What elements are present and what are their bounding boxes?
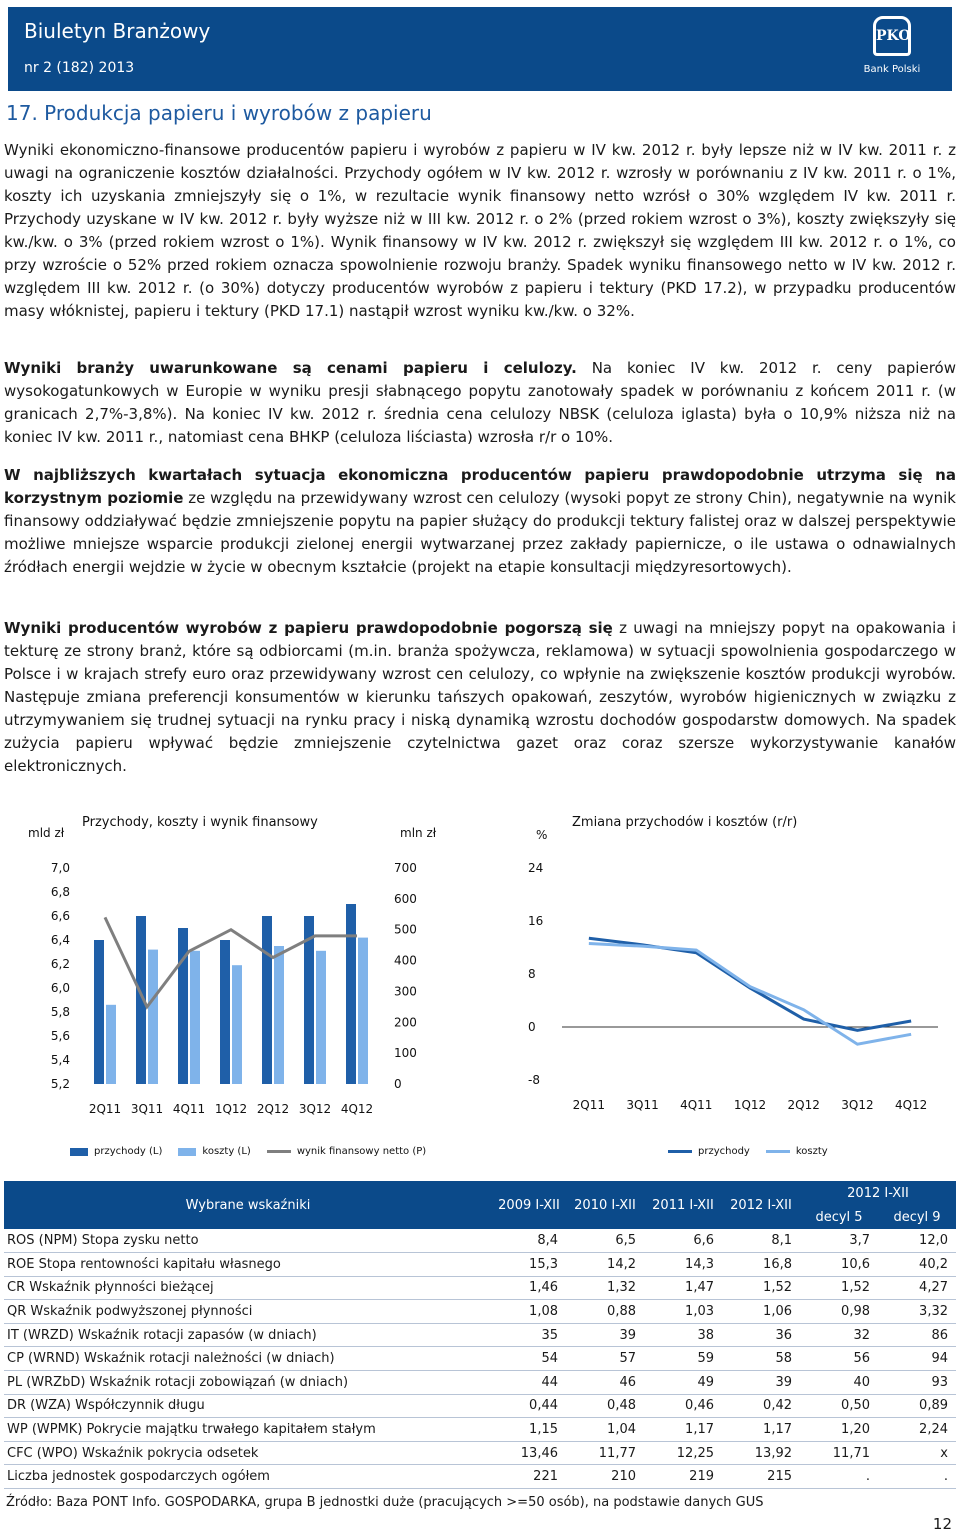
indicators-table <box>4 1181 956 1489</box>
bar-koszty <box>106 1005 116 1084</box>
chart2-category-label: 4Q11 <box>680 1098 713 1112</box>
row-value: 12,0 <box>878 1229 956 1253</box>
row-label: Liczba jednostek gospodarczych ogółem <box>4 1465 492 1489</box>
paragraph-3-lead: W najbliższych kwartałach sytuacja ekonomiczna producentów papieru prawdopodobnie utrzyma się na korzystnym poziomie <box>4 466 956 507</box>
paragraph-4-body: z uwagi na mniejszy popyt na opakowania i tekturę ze strony branż, które są odbiorcami (m.in. branża spożywcza, reklamowa) w sytuacji spowolnienia gospodarczego w Polsce i w krajach strefy euro oraz przewidywany wzrost cen celulozy, co wpłynie na zwiększenie kosztów produkcji wyrobów. Następuje zmiana preferencji konsumentów w kierunku tańszych opakowań, zeszytów, wyrobów higienicznych w związku z utrzymywaniem się trudnej sytuacji na rynku pracy i niską dynamiką wzrostu dochodów gospodarstw domowych. Na spadek zużycia papieru wpływać będzie zmniejszenie czytelnictwa gazet oraz coraz szersze wykorzystywanie kanałów elektronicznych. <box>4 619 956 775</box>
chart2-category-label: 2Q12 <box>787 1098 820 1112</box>
row-value: 36 <box>722 1323 800 1347</box>
chart1-left-tick: 5,6 <box>50 1029 70 1043</box>
header-band <box>8 7 952 91</box>
chart1-left-tick: 6,0 <box>50 981 70 995</box>
row-label: CR Wskaźnik płynności bieżącej <box>4 1276 492 1300</box>
chart1-svg <box>0 840 470 1130</box>
chart1-category-label: 4Q12 <box>340 1102 374 1116</box>
table-row <box>4 1371 956 1395</box>
paragraph-4 <box>4 617 956 778</box>
row-value: 0,89 <box>878 1394 956 1418</box>
bar-przychody <box>220 940 230 1084</box>
row-value: 1,52 <box>722 1276 800 1300</box>
table-row <box>4 1300 956 1324</box>
row-value: 3,32 <box>878 1300 956 1324</box>
bar-przychody <box>262 916 272 1084</box>
bar-przychody <box>94 940 104 1084</box>
col-group-2012: 2012 I-XII <box>800 1181 956 1205</box>
logo-mark: PKO <box>873 16 911 56</box>
row-value: 10,6 <box>800 1253 878 1277</box>
chart1-right-tick: 200 <box>394 1015 417 1030</box>
chart2-category-label: 4Q12 <box>894 1098 928 1112</box>
table-row <box>4 1276 956 1300</box>
table-body <box>4 1229 956 1489</box>
table-row <box>4 1253 956 1277</box>
row-value: 0,44 <box>492 1394 566 1418</box>
chart1-category-label: 1Q12 <box>214 1102 248 1116</box>
legend-label-przychody: przychody (L) <box>94 1146 163 1157</box>
table-row <box>4 1465 956 1489</box>
row-value: 54 <box>492 1347 566 1371</box>
table-row <box>4 1418 956 1442</box>
row-value: 12,25 <box>644 1441 722 1465</box>
legend-line-wynik <box>267 1150 291 1153</box>
chart1-category-label: 2Q11 <box>88 1102 122 1116</box>
source-note: Źródło: Baza PONT Info. GOSPODARKA, grupa B jednostki duże (pracujących >=50 osób), na podstawie danych GUS <box>6 1495 764 1510</box>
row-value: 1,52 <box>800 1276 878 1300</box>
bar-koszty <box>274 946 284 1084</box>
row-value: 15,3 <box>492 1253 566 1277</box>
row-value: 11,71 <box>800 1441 878 1465</box>
row-value: 3,7 <box>800 1229 878 1253</box>
chart2-category-label: 1Q12 <box>733 1098 767 1112</box>
row-value: 1,46 <box>492 1276 566 1300</box>
chart1-right-tick: 300 <box>394 984 417 999</box>
row-value: 58 <box>722 1347 800 1371</box>
row-value: 1,03 <box>644 1300 722 1324</box>
bar-przychody <box>346 904 356 1084</box>
paragraph-3 <box>4 464 956 579</box>
bar-koszty <box>232 965 242 1084</box>
row-value: 1,06 <box>722 1300 800 1324</box>
table-header-label: Wybrane wskaźniki <box>4 1181 492 1229</box>
row-value: 14,2 <box>566 1253 644 1277</box>
logo-text: Bank Polski <box>863 64 921 75</box>
chart1-right-tick: 700 <box>394 861 417 875</box>
row-value: 56 <box>800 1347 878 1371</box>
chart1-title: Przychody, koszty i wynik finansowy <box>82 815 318 830</box>
bulletin-title: Biuletyn Branżowy <box>24 19 211 43</box>
row-value: 49 <box>644 1371 722 1395</box>
legend-label-wynik: wynik finansowy netto (P) <box>296 1146 427 1157</box>
col-2009: 2009 I-XII <box>492 1181 566 1229</box>
chart2-y-tick: -8 <box>528 1073 540 1087</box>
chart2-svg <box>490 840 950 1130</box>
row-value: 0,50 <box>800 1394 878 1418</box>
row-value: 221 <box>492 1465 566 1489</box>
row-value: 16,8 <box>722 1253 800 1277</box>
row-value: 13,92 <box>722 1441 800 1465</box>
row-value: 39 <box>566 1323 644 1347</box>
row-value: 35 <box>492 1323 566 1347</box>
row-label: QR Wskaźnik podwyższonej płynności <box>4 1300 492 1324</box>
row-value: 210 <box>566 1465 644 1489</box>
bar-koszty <box>190 951 200 1084</box>
col-decyl9: decyl 9 <box>878 1205 956 1229</box>
row-value: 8,1 <box>722 1229 800 1253</box>
row-value: 1,20 <box>800 1418 878 1442</box>
row-value: 6,6 <box>644 1229 722 1253</box>
row-value: 8,4 <box>492 1229 566 1253</box>
row-value: 2,24 <box>878 1418 956 1442</box>
row-value: 14,3 <box>644 1253 722 1277</box>
chart2-category-label: 3Q11 <box>626 1098 659 1112</box>
row-value: 0,46 <box>644 1394 722 1418</box>
row-value: 39 <box>722 1371 800 1395</box>
chart1-right-unit: mln zł <box>400 826 437 840</box>
chart2-y-tick: 16 <box>528 914 544 928</box>
chart1-left-tick: 6,4 <box>50 933 70 947</box>
chart1-right-tick: 600 <box>394 891 417 906</box>
legend-swatch-przychody <box>70 1148 88 1156</box>
chart1-category-label: 3Q12 <box>298 1102 332 1116</box>
table-row <box>4 1347 956 1371</box>
row-value: 57 <box>566 1347 644 1371</box>
row-value: 32 <box>800 1323 878 1347</box>
row-value: 0,48 <box>566 1394 644 1418</box>
paragraph-2 <box>4 357 956 449</box>
row-value: 1,08 <box>492 1300 566 1324</box>
legend2-label-przychody: przychody <box>698 1146 750 1157</box>
chart1-left-unit: mld zł <box>28 826 65 840</box>
chart1-legend <box>70 1146 426 1157</box>
table-row <box>4 1229 956 1253</box>
legend-swatch-koszty <box>178 1148 196 1156</box>
row-value: 0,88 <box>566 1300 644 1324</box>
row-value: 0,98 <box>800 1300 878 1324</box>
paragraph-4-lead: Wyniki producentów wyrobów z papieru prawdopodobnie pogorszą się <box>4 619 613 637</box>
row-label: PL (WRZbD) Wskaźnik rotacji zobowiązań (w dniach) <box>4 1371 492 1395</box>
bar-koszty <box>316 951 326 1084</box>
row-value: 1,47 <box>644 1276 722 1300</box>
chart1-left-tick: 5,8 <box>50 1005 70 1019</box>
paragraph-2-lead: Wyniki branży uwarunkowane są cenami papieru i celulozy. <box>4 359 577 377</box>
bar-przychody <box>178 928 188 1084</box>
table-row <box>4 1394 956 1418</box>
chart1-left-tick: 6,2 <box>50 957 70 971</box>
row-value: 1,17 <box>644 1418 722 1442</box>
table-row <box>4 1441 956 1465</box>
chart1-left-tick: 6,6 <box>50 909 70 923</box>
chart2-y-tick: 0 <box>528 1020 536 1034</box>
chart1-category-label: 3Q11 <box>130 1102 164 1116</box>
paragraph-2-body: Na koniec IV kw. 2012 r. ceny papierów wysokogatunkowych w Europie w wyniku presji słabnącego popytu zanotowały spadek w porównaniu z końcem 2011 r. (w granicach 2,7%-3,8%). Na koniec IV kw. 2012 r. średnia cena celulozy NBSK (celuloza iglasta) była o 10,9% niższa niż na koniec IV kw. 2011 r., natomiast cena BHKP (celuloza liściasta) wzrosła r/r o 10%. <box>4 359 956 446</box>
table-row <box>4 1323 956 1347</box>
chart2-y-tick: 24 <box>528 861 544 875</box>
row-label: ROS (NPM) Stopa zysku netto <box>4 1229 492 1253</box>
chart1-category-label: 4Q11 <box>172 1102 206 1116</box>
chart1-right-tick: 400 <box>394 953 417 968</box>
paragraph-3-body: ze względu na przewidywany wzrost cen celulozy (wysoki popyt ze strony Chin), negatywnie na wynik finansowy oddziaływać będzie zmniejszenie popytu na papier służący do produkcji tektury falistej oraz w dalszej perspektywie możliwe mniejsze wsparcie produkcji zielonej energii wytwarzanej przez zakłady papiernicze, o ile ustawa o odnawialnych źródłach energii wejdzie w życie w obecnym kształcie (projekt na etapie konsultacji międzyresortowych). <box>4 489 956 576</box>
row-value: 44 <box>492 1371 566 1395</box>
chart1-left-tick: 5,2 <box>50 1077 70 1091</box>
chart1-category-label: 2Q12 <box>256 1102 290 1116</box>
row-value: 4,27 <box>878 1276 956 1300</box>
row-value: 13,46 <box>492 1441 566 1465</box>
legend-line-koszty <box>766 1150 790 1153</box>
legend-label-koszty: koszty (L) <box>202 1146 251 1157</box>
row-value: 6,5 <box>566 1229 644 1253</box>
bank-logo <box>858 16 926 86</box>
row-value: 59 <box>644 1347 722 1371</box>
row-value: 1,17 <box>722 1418 800 1442</box>
chart1-left-tick: 5,4 <box>50 1053 70 1067</box>
bulletin-issue: nr 2 (182) 2013 <box>24 60 135 76</box>
row-value: 94 <box>878 1347 956 1371</box>
bar-koszty <box>358 938 368 1084</box>
chart2-category-label: 3Q12 <box>841 1098 874 1112</box>
row-value: 219 <box>644 1465 722 1489</box>
col-2012: 2012 I-XII <box>722 1181 800 1229</box>
line-przychody <box>589 938 911 1030</box>
section-title: 17. Produkcja papieru i wyrobów z papieru <box>6 101 432 125</box>
chart2-y-tick: 8 <box>528 967 536 981</box>
row-label: WP (WPMK) Pokrycie majątku trwałego kapitałem stałym <box>4 1418 492 1442</box>
row-value: 86 <box>878 1323 956 1347</box>
chart1-left-tick: 6,8 <box>50 885 70 899</box>
bar-koszty <box>148 950 158 1084</box>
legend2-label-koszty: koszty <box>795 1146 828 1157</box>
chart1-left-tick: 7,0 <box>50 861 70 875</box>
chart2-unit: % <box>536 828 548 842</box>
row-label: DR (WZA) Współczynnik długu <box>4 1394 492 1418</box>
chart2-category-label: 2Q11 <box>572 1098 606 1112</box>
row-label: CFC (WPO) Wskaźnik pokrycia odsetek <box>4 1441 492 1465</box>
row-value: 46 <box>566 1371 644 1395</box>
row-value: 40,2 <box>878 1253 956 1277</box>
row-value: 215 <box>722 1465 800 1489</box>
row-value: . <box>878 1465 956 1489</box>
row-value: x <box>878 1441 956 1465</box>
legend-line-przychody <box>668 1150 692 1153</box>
row-label: ROE Stopa rentowności kapitału własnego <box>4 1253 492 1277</box>
row-value: 11,77 <box>566 1441 644 1465</box>
page-number: 12 <box>932 1515 952 1533</box>
row-value: 40 <box>800 1371 878 1395</box>
row-value: 1,15 <box>492 1418 566 1442</box>
chart2-legend <box>668 1146 828 1157</box>
row-label: CP (WRND) Wskaźnik rotacji należności (w dniach) <box>4 1347 492 1371</box>
row-value: . <box>800 1465 878 1489</box>
row-value: 93 <box>878 1371 956 1395</box>
chart1-right-tick: 100 <box>394 1046 417 1061</box>
col-decyl5: decyl 5 <box>800 1205 878 1229</box>
row-value: 0,42 <box>722 1394 800 1418</box>
col-2011: 2011 I-XII <box>644 1181 722 1229</box>
row-value: 1,32 <box>566 1276 644 1300</box>
chart2-title: Zmiana przychodów i kosztów (r/r) <box>572 815 798 830</box>
row-value: 38 <box>644 1323 722 1347</box>
paragraph-1: Wyniki ekonomiczno-finansowe producentów papieru i wyrobów z papieru w IV kw. 2012 r. były lepsze niż w IV kw. 2011 r. z uwagi na ograniczenie kosztów działalności. Przychody ogółem w IV kw. 2012 r. wzrosły w porównaniu z IV kw. 2011 r. o 1%, koszty ich uzyskania zmniejszyły się o 1%, w rezultacie wynik finansowy netto wzrósł o 30% względem IV kw. 2011 r. Przychody uzyskane w IV kw. 2012 r. były wyższe niż w III kw. 2012 r. o 2% (przed rokiem wzrost o 3%), koszty zwiększyły się kw./kw. o 3% (przed rokiem wzrost o 1%). Wynik finansowy w IV kw. 2012 r. zwiększył się względem III kw. 2012 r. o 1%, co przy wzroście o 52% przed rokiem oznacza spowolnienie rozwoju branży. Spadek wyniku finansowego netto w IV kw. 2012 r. względem III kw. 2012 r. (o 30%) dotyczy producentów wyrobów z papieru i tektury (PKD 17.2), w przypadku producentów masy włóknistej, papieru i tektury (PKD 17.1) nastąpił wzrost wyniku kw./kw. o 32%. <box>4 141 956 320</box>
chart1-right-tick: 500 <box>394 922 417 937</box>
col-2010: 2010 I-XII <box>566 1181 644 1229</box>
row-label: IT (WRZD) Wskaźnik rotacji zapasów (w dniach) <box>4 1323 492 1347</box>
chart1-right-tick: 0 <box>394 1077 402 1091</box>
row-value: 1,04 <box>566 1418 644 1442</box>
